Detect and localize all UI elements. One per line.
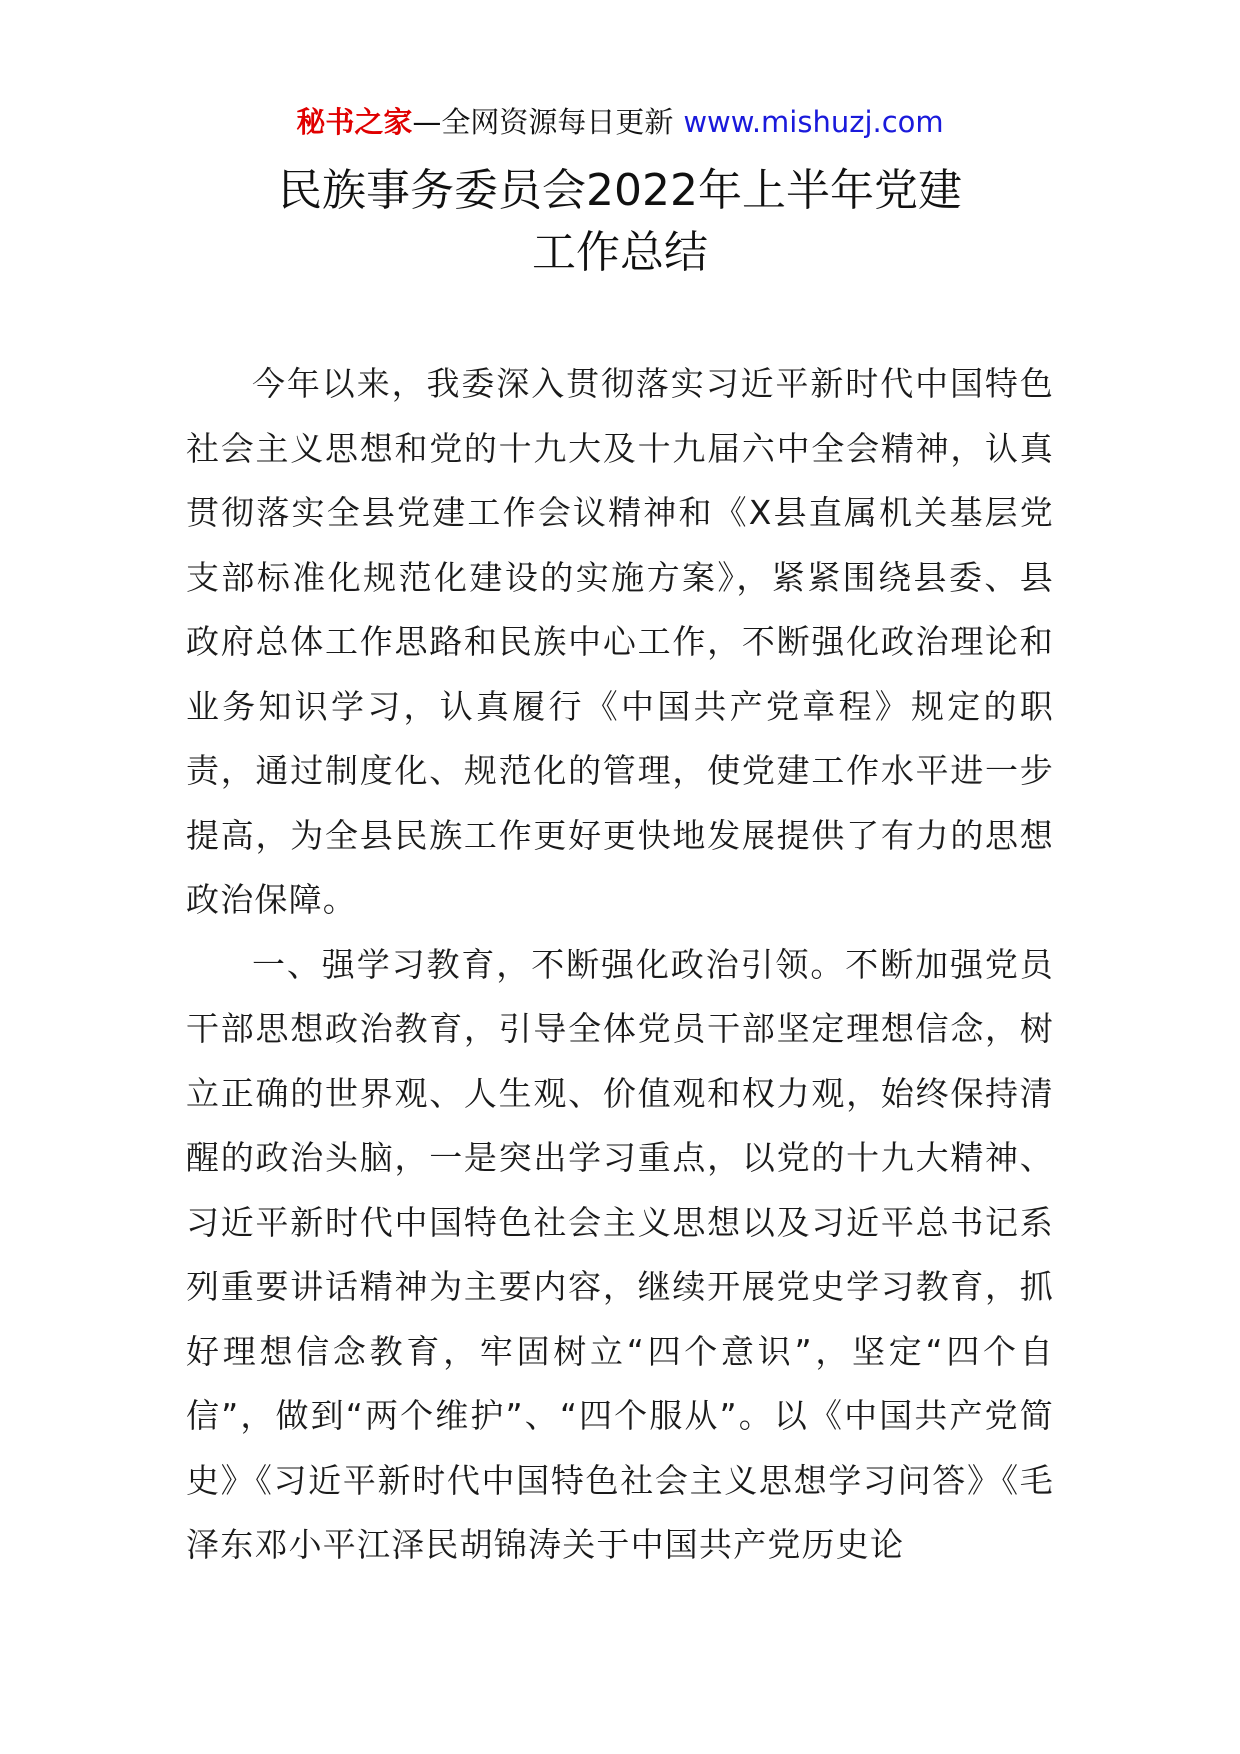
section-one-paragraph: 一、强学习教育，不断强化政治引领。不断加强党员干部思想政治教育，引导全体党员干部坚定理想信念，树立正确的世界观、人生观、价值观和权力观，始终保持清醒的政治头脑，一是突出学习重点，以党的十九大精神、习近平新时代中国特色社会主义思想以及习近平总书记系列重要讲话精神为主要内容，继续开展党史学习教育，抓好理想信念教育，牢固树立“四个意识”，坚定“四个自信”，做到“两个维护”、“四个服从”。以《中国共产党简史》《习近平新时代中国特色社会主义思想学习问答》《毛泽东邓小平江泽民胡锦涛关于中国共产党历史论 (186, 944, 1054, 1564)
document-title (0, 160, 1240, 284)
site-tagline: —全网资源每日更新 (412, 105, 674, 139)
site-brand: 秘书之家 (296, 105, 413, 139)
site-url-link[interactable]: www.mishuzj.com (683, 105, 944, 139)
site-header (0, 100, 1240, 144)
document-title-line-1: 民族事务委员会2022年上半年党建 (278, 165, 962, 216)
intro-paragraph: 今年以来，我委深入贯彻落实习近平新时代中国特色社会主义思想和党的十九大及十九届六中全会精神，认真贯彻落实全县党建工作会议精神和《X县直属机关基层党支部标准化规范化建设的实施方案》，紧紧围绕县委、县政府总体工作思路和民族中心工作，不断强化政治理论和业务知识学习，认真履行《中国共产党章程》规定的职责，通过制度化、规范化的管理，使党建工作水平进一步提高，为全县民族工作更好更快地发展提供了有力的思想政治保障。 (186, 364, 1054, 919)
document-title-line-2: 工作总结 (532, 227, 708, 278)
document-body (186, 352, 1054, 1578)
